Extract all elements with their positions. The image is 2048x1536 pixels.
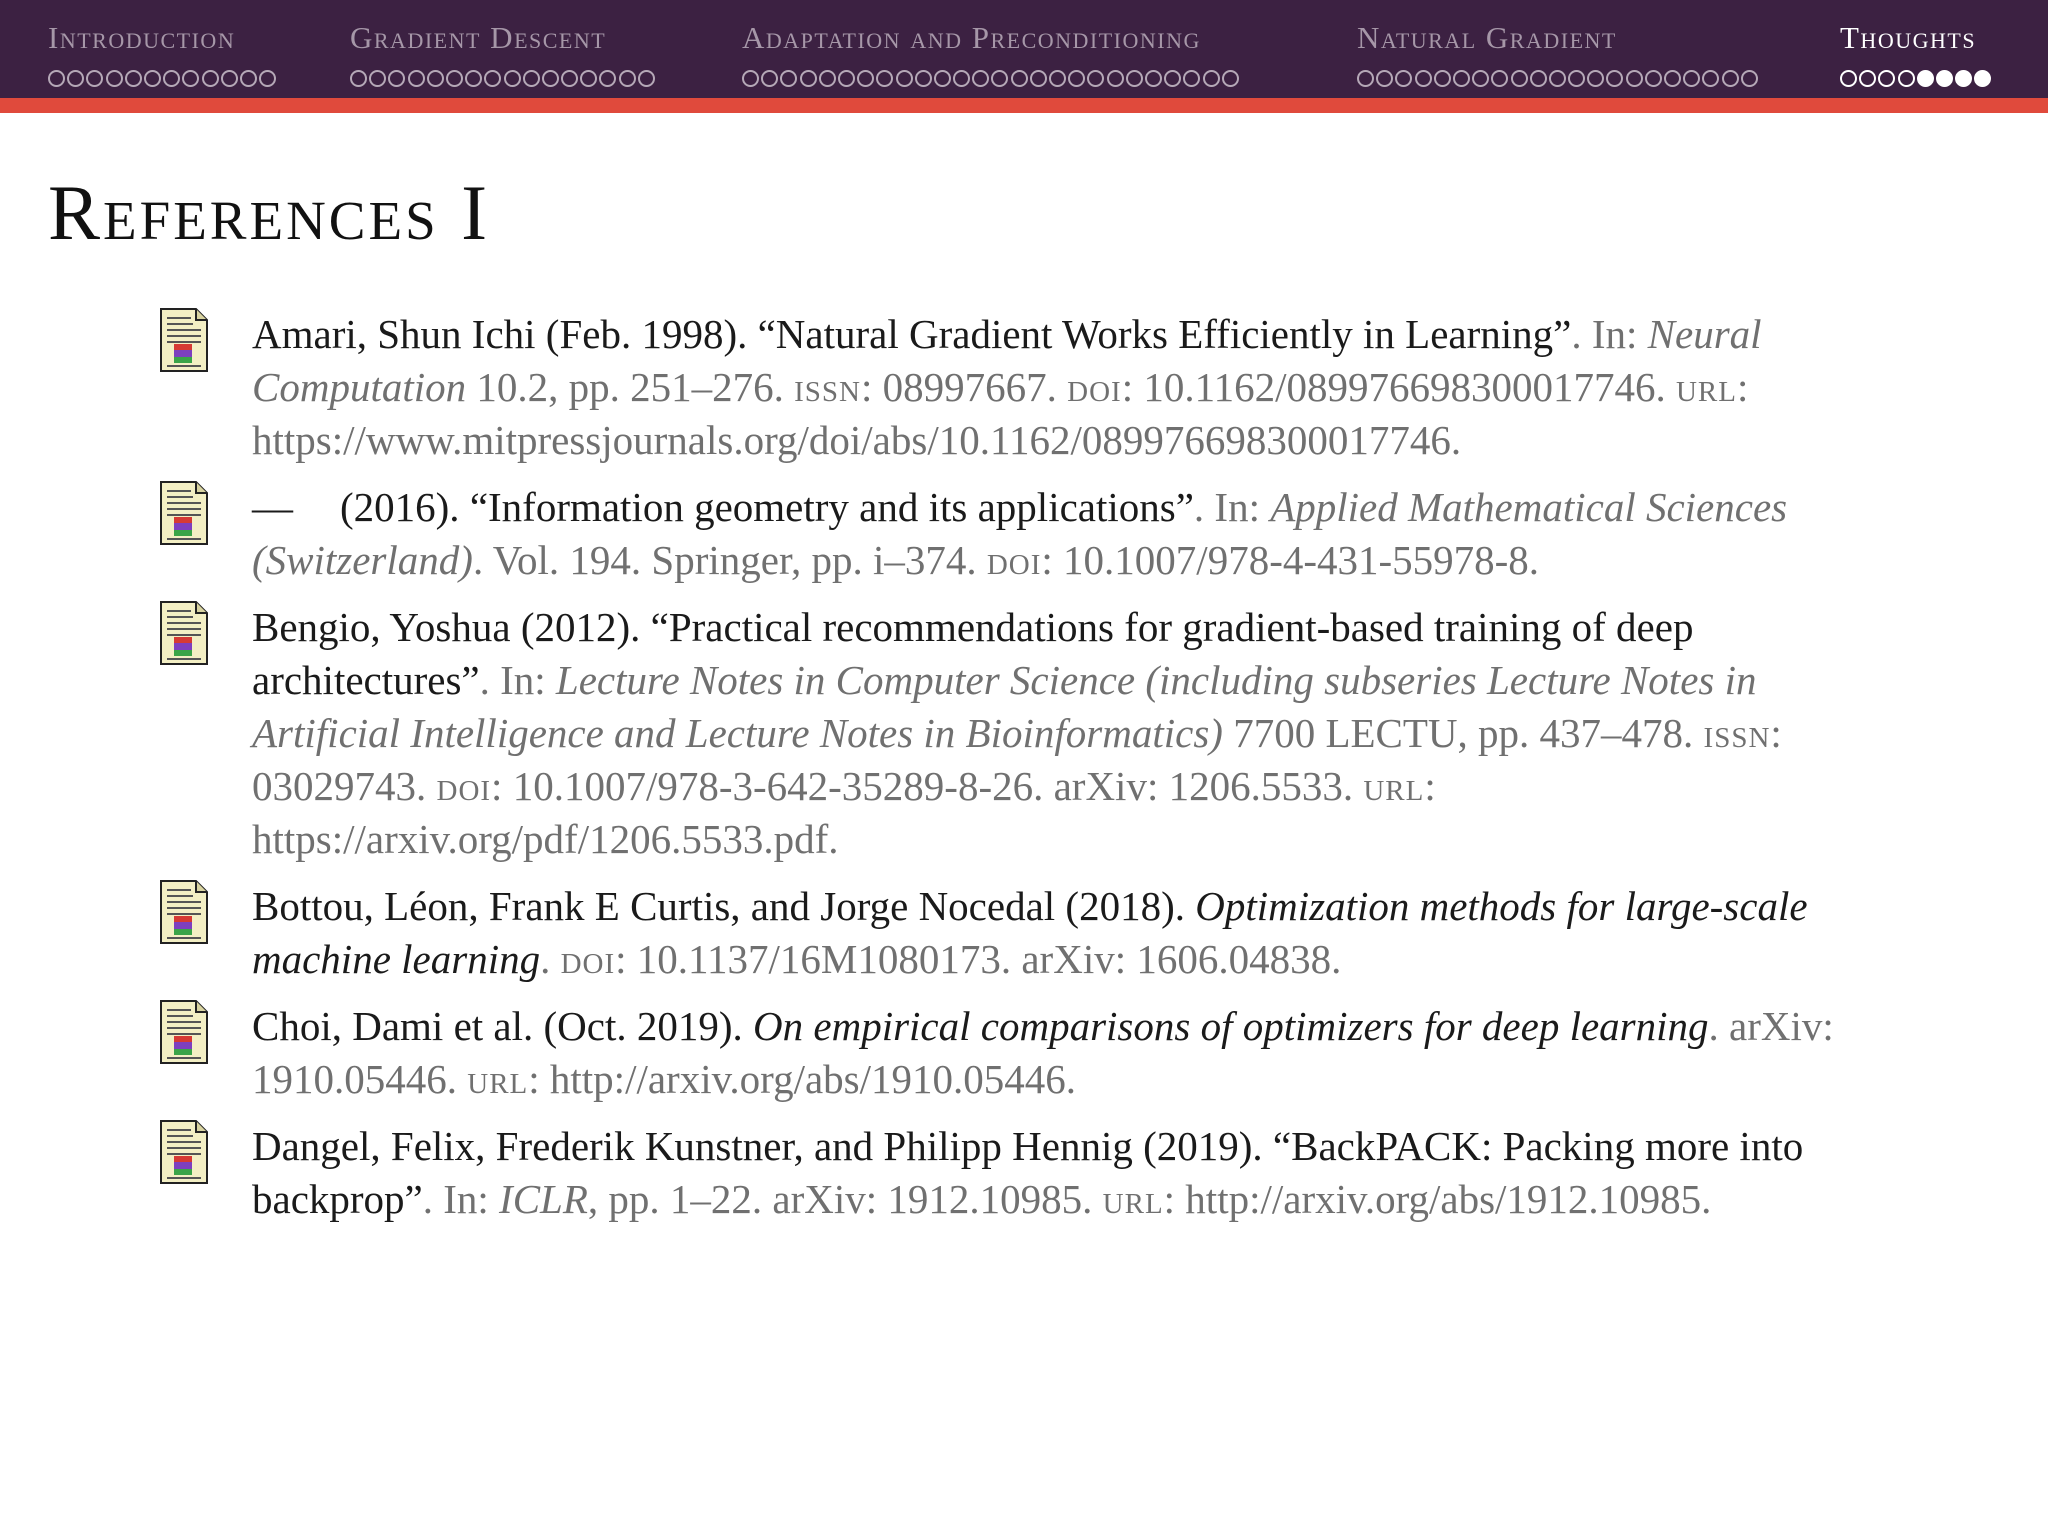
slide-dot[interactable] <box>350 70 367 87</box>
reference-item <box>160 1000 1880 1106</box>
slide-dot[interactable] <box>240 70 257 87</box>
slide-dots <box>742 70 1239 87</box>
doi-label: doi <box>986 537 1042 583</box>
slide-dot[interactable] <box>48 70 65 87</box>
slide-dot[interactable] <box>761 70 778 87</box>
top-navigation <box>0 0 2048 98</box>
reference-venue: Applied Mathematical Sciences (Switzerland) <box>252 484 1788 583</box>
reference-venue: Lecture Notes in Computer Science (including subseries Lecture Notes in Artificial Intelligence and Lecture Notes in Bioinformatics) <box>252 657 1757 756</box>
slide-dots <box>48 70 276 87</box>
slide-dot[interactable] <box>953 70 970 87</box>
slide-dot[interactable] <box>1840 70 1857 87</box>
slide-dot[interactable] <box>1376 70 1393 87</box>
url-label: url <box>1102 1176 1164 1222</box>
slide-dot[interactable] <box>1472 70 1489 87</box>
slide-dot[interactable] <box>934 70 951 87</box>
slide-dot[interactable] <box>1068 70 1085 87</box>
reference-details: . arXiv: 1910.05446. <box>252 1003 1834 1102</box>
reference-text <box>252 1000 1880 1106</box>
reference-doi: : 10.1162/089976698300017746. <box>1121 364 1676 410</box>
slide-dot[interactable] <box>1664 70 1681 87</box>
slide-dot[interactable] <box>1203 70 1220 87</box>
slide-dot[interactable] <box>144 70 161 87</box>
reference-details: . Vol. 194. Springer, pp. i–374. <box>472 537 987 583</box>
slide-dot[interactable] <box>1049 70 1066 87</box>
article-icon <box>160 481 208 545</box>
reference-details: 7700 LECTU, pp. 437–478. <box>1222 710 1704 756</box>
slide-dot[interactable] <box>915 70 932 87</box>
reference-date: (2018). <box>1055 883 1196 929</box>
doi-label: doi <box>436 763 492 809</box>
slide-dot[interactable] <box>1357 70 1374 87</box>
reference-issn: : 03029743. <box>252 710 1782 809</box>
slide-dot[interactable] <box>1936 70 1953 87</box>
slide-dot[interactable] <box>446 70 463 87</box>
reference-item <box>160 481 1880 587</box>
url-label: url <box>1363 763 1425 809</box>
slide-dot[interactable] <box>972 70 989 87</box>
reference-text <box>252 601 1880 866</box>
url-label: url <box>1675 364 1737 410</box>
slide-dot[interactable] <box>1974 70 1991 87</box>
slide-dot[interactable] <box>202 70 219 87</box>
slide-dot[interactable] <box>1702 70 1719 87</box>
slide-dot[interactable] <box>1741 70 1758 87</box>
slide-dot[interactable] <box>1587 70 1604 87</box>
slide-dot[interactable] <box>1434 70 1451 87</box>
reference-date: (Oct. 2019). <box>533 1003 754 1049</box>
slide-dot[interactable] <box>1568 70 1585 87</box>
slide-dot[interactable] <box>896 70 913 87</box>
slide-dot[interactable] <box>408 70 425 87</box>
reference-url[interactable]: : https://www.mitpressjournals.org/doi/abs/10.1162/089976698300017746. <box>252 364 1749 463</box>
slide-dot[interactable] <box>991 70 1008 87</box>
slide-dot[interactable] <box>67 70 84 87</box>
reference-title: Optimization methods for large-scale machine learning <box>252 883 1808 982</box>
slide-dot[interactable] <box>259 70 276 87</box>
slide-dot[interactable] <box>1011 70 1028 87</box>
reference-author: Dangel, Felix, Frederik Kunstner, and Philipp Hennig <box>252 1123 1133 1169</box>
url-label: url <box>467 1056 529 1102</box>
slide-dots <box>350 70 655 87</box>
reference-author: Bengio, Yoshua <box>252 604 511 650</box>
reference-url[interactable]: : http://arxiv.org/abs/1912.10985. <box>1163 1176 1712 1222</box>
nav-title[interactable]: Natural Gradient <box>1357 20 1617 55</box>
reference-in-label: . In: <box>422 1176 500 1222</box>
slide-dots <box>1357 70 1758 87</box>
slide-dot[interactable] <box>857 70 874 87</box>
nav-title[interactable]: Thoughts <box>1840 20 1977 55</box>
nav-title[interactable]: Introduction <box>48 20 236 55</box>
slide-dot[interactable] <box>125 70 142 87</box>
slide-dot[interactable] <box>465 70 482 87</box>
slide-dot[interactable] <box>1491 70 1508 87</box>
slide-dot[interactable] <box>86 70 103 87</box>
reference-title: “Natural Gradient Works Efficiently in Learning” <box>757 311 1572 357</box>
accent-bar <box>0 98 2048 113</box>
article-icon <box>160 1120 208 1184</box>
slide-dot[interactable] <box>780 70 797 87</box>
slide-dot[interactable] <box>1859 70 1876 87</box>
reference-item <box>160 880 1880 986</box>
slide-dot[interactable] <box>1530 70 1547 87</box>
reference-url[interactable]: : https://arxiv.org/pdf/1206.5533.pdf. <box>252 763 1436 862</box>
slide-dot[interactable] <box>369 70 386 87</box>
slide-dots <box>1840 70 1991 87</box>
reference-text <box>252 481 1880 587</box>
slide-dot[interactable] <box>800 70 817 87</box>
slide-dot[interactable] <box>542 70 559 87</box>
reference-doi: : 10.1007/978-3-642-35289-8-26. arXiv: 1206.5533. <box>491 763 1364 809</box>
slide-dot[interactable] <box>1898 70 1915 87</box>
issn-label: issn <box>794 364 861 410</box>
slide-dot[interactable] <box>1683 70 1700 87</box>
nav-title[interactable]: Adaptation and Preconditioning <box>742 20 1201 55</box>
slide-dot[interactable] <box>1606 70 1623 87</box>
reference-details: . <box>540 936 561 982</box>
slide-dot[interactable] <box>388 70 405 87</box>
reference-doi: : 10.1137/16M1080173. arXiv: 1606.04838. <box>615 936 1342 982</box>
reference-in-label: . In: <box>1571 311 1648 357</box>
reference-issn: : 08997667. <box>861 364 1068 410</box>
slide-dot[interactable] <box>619 70 636 87</box>
reference-author: Bottou, Léon, Frank E Curtis, and Jorge Nocedal <box>252 883 1056 929</box>
slide-dot[interactable] <box>1511 70 1528 87</box>
slide-dot[interactable] <box>484 70 501 87</box>
nav-title[interactable]: Gradient Descent <box>350 20 607 55</box>
slide-dot[interactable] <box>106 70 123 87</box>
slide-dot[interactable] <box>876 70 893 87</box>
slide-dot[interactable] <box>838 70 855 87</box>
reference-title: “Information geometry and its applications” <box>469 484 1194 530</box>
slide-dot[interactable] <box>1030 70 1047 87</box>
issn-label: issn <box>1703 710 1771 756</box>
slide-dot[interactable] <box>580 70 597 87</box>
slide-dot[interactable] <box>221 70 238 87</box>
reference-venue: ICLR <box>499 1176 588 1222</box>
reference-title: On empirical comparisons of optimizers for deep learning <box>753 1003 1709 1049</box>
slide-dot[interactable] <box>599 70 616 87</box>
reference-author: Choi, Dami et al. <box>252 1003 534 1049</box>
reference-date: (2012). <box>510 604 651 650</box>
slide-dot[interactable] <box>427 70 444 87</box>
slide-dot[interactable] <box>1126 70 1143 87</box>
slide-dot[interactable] <box>1087 70 1104 87</box>
reference-title: “BackPACK: Packing more into backprop” <box>252 1123 1804 1222</box>
slide-dot[interactable] <box>819 70 836 87</box>
reference-date: (Feb. 1998). <box>535 311 758 357</box>
slide-dot[interactable] <box>1415 70 1432 87</box>
reference-in-label: . In: <box>479 657 556 703</box>
reference-date: (2019). <box>1132 1123 1273 1169</box>
article-icon <box>160 880 208 944</box>
slide-dot[interactable] <box>1626 70 1643 87</box>
slide-dot[interactable] <box>1549 70 1566 87</box>
slide-dot[interactable] <box>1453 70 1470 87</box>
slide-dot[interactable] <box>1107 70 1124 87</box>
reference-details: , pp. 1–22. arXiv: 1912.10985. <box>587 1176 1103 1222</box>
reference-url[interactable]: : http://arxiv.org/abs/1910.05446. <box>528 1056 1077 1102</box>
reference-text <box>252 880 1880 986</box>
slide-dot[interactable] <box>742 70 759 87</box>
reference-in-label: . In: <box>1193 484 1271 530</box>
slide-dot[interactable] <box>1878 70 1895 87</box>
page-title: References I <box>48 169 491 256</box>
doi-label: doi <box>1067 364 1122 410</box>
slide-dot[interactable] <box>1145 70 1162 87</box>
reference-item <box>160 308 1880 467</box>
reference-doi: : 10.1007/978-4-431-55978-8. <box>1041 537 1540 583</box>
slide-dot[interactable] <box>1183 70 1200 87</box>
same-author-dash: — <box>252 484 293 530</box>
reference-venue: Neural Computation <box>252 311 1762 410</box>
article-icon <box>160 601 208 665</box>
slide-dot[interactable] <box>1917 70 1934 87</box>
slide-dot[interactable] <box>523 70 540 87</box>
slide-dot[interactable] <box>504 70 521 87</box>
reference-item <box>160 1120 1880 1226</box>
reference-title: “Practical recommendations for gradient-based training of deep architectures” <box>252 604 1694 703</box>
slide-dot[interactable] <box>163 70 180 87</box>
reference-date: (2016). <box>340 484 470 530</box>
slide-dot[interactable] <box>1645 70 1662 87</box>
reference-details: 10.2, pp. 251–276. <box>466 364 795 410</box>
slide-dot[interactable] <box>1395 70 1412 87</box>
slide-dot[interactable] <box>561 70 578 87</box>
reference-list <box>160 308 1880 1240</box>
reference-author: Amari, Shun Ichi <box>252 311 536 357</box>
slide-dot[interactable] <box>1722 70 1739 87</box>
reference-text <box>252 1120 1880 1226</box>
slide-dot[interactable] <box>1955 70 1972 87</box>
slide-dot[interactable] <box>638 70 655 87</box>
slide-dot[interactable] <box>182 70 199 87</box>
slide-dot[interactable] <box>1222 70 1239 87</box>
article-icon <box>160 1000 208 1064</box>
doi-label: doi <box>560 936 616 982</box>
reference-item <box>160 601 1880 866</box>
slide-dot[interactable] <box>1164 70 1181 87</box>
article-icon <box>160 308 208 372</box>
reference-text <box>252 308 1880 467</box>
